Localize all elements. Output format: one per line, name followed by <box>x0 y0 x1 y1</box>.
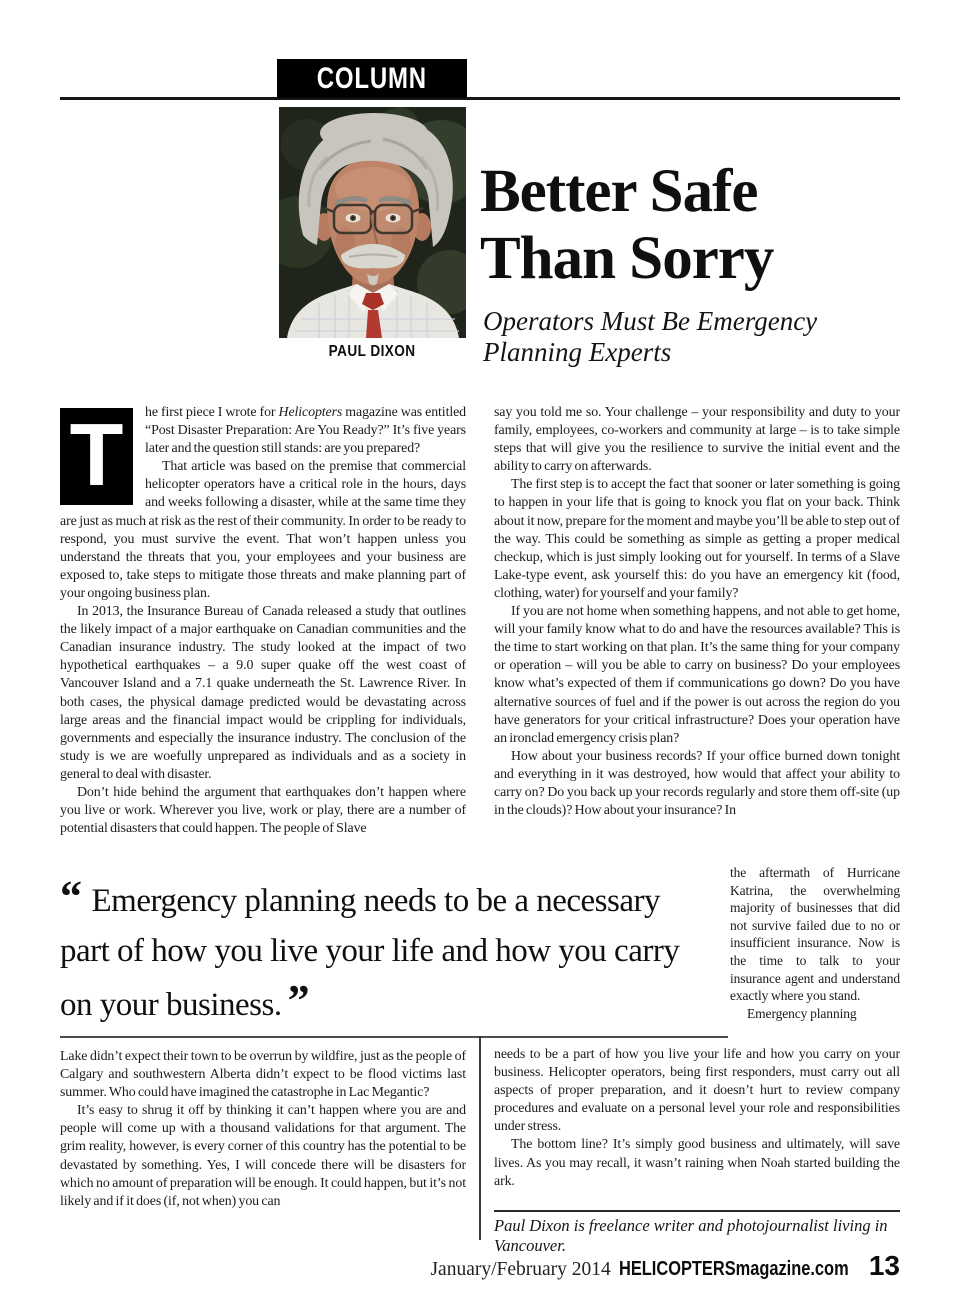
paragraph-2: That article was based on the premise that commercial helicopter operators have a critical role in the hours, days and weeks following a disaster, while at the same time they are just as much at risk as the rest of their community. In order to be ready to respond, you must survive the event. That won’t happen unless you understand the threats that you, your employees and your business are exposed to, take steps to mitigate those threats and make planning part of your ongoing business plan. <box>60 459 466 601</box>
paragraph-10-start: Emergency planning <box>747 1005 857 1021</box>
column-left-top <box>60 404 466 868</box>
paragraph-6: The first step is to accept the fact that sooner or later something is going to happen in your life that is going to knock you flat on your back. Think about it now, prepare for the moment and maybe you’ll be able to step out of the way. This could be something as simple as getting a proper medical checkup, which is just simply looking out for yourself. In terms of a Slave Lake-type event, ask yourself this: do you have an emergency kit (food, clothing, water) for yourself and your family? <box>494 477 900 601</box>
paragraph-9: the aftermath of Hurricane Katrina, the overwhelming majority of businesses that did not survive failed due to no or insufficient insurance. Now is the time to talk to your insurance agent and understand exactly where you stand. <box>730 865 900 1004</box>
magazine-website: HELICOPTERSmagazine.com <box>618 1258 849 1280</box>
close-quote-mark: ” <box>287 976 310 1025</box>
page-number: 13 <box>868 1250 900 1281</box>
paragraph-5: say you told me so. Your challenge – your responsibility and duty to your family, employees, co-workers and community at large – is to take simple steps that will give you the resilience to survive the initial event and the ability to carry on afterwards. <box>494 405 900 475</box>
article-title <box>480 158 910 292</box>
paragraph-7: If you are not home when something happens, and not able to get home, will your family know what to do and have the resources available? This is the time to start working on that plan. It’s the same thing for your company or operation – will you be able to carry on business? Do your employees know what’s expected of them if communications go down? Do you have alternative sources of fuel and if the power is out across the region do you have generators for your critical infrastructure? Does your operation have an ironclad emergency crisis plan? <box>494 604 900 746</box>
author-byline: Paul Dixon is freelance writer and photojournalist living in Vancouver. <box>494 1216 888 1255</box>
paragraph-8: How about your business records? If your office burned down tonight and everything in it was destroyed, how would that affect your ability to carry on? Do you back up your records regularly and store them off-site (up in the clouds)? How about your insurance? In <box>494 748 900 819</box>
column-label: COLUMN <box>316 61 428 95</box>
article-subtitle: Operators Must Be Emergency Planning Experts <box>483 306 818 367</box>
paragraph-11: Lake didn’t expect their town to be overrun by wildfire, just as the people of Calgary and southwestern Alberta didn’t expect to be flood victims last summer. Who could have imagined the catastrophe in Lac Megantic? <box>60 1049 466 1101</box>
article-title-line1: Better Safe <box>480 158 758 225</box>
pull-quote-text: Emergency planning needs to be a necessary part of how you live your life and how you carry on your business. <box>60 883 680 1023</box>
pull-quote-rule <box>60 1036 728 1038</box>
paragraph-10-continued: needs to be a part of how you live your life and how you carry on your business. Helicopter operators, being first responders, must carry out all aspects of proper preparation, and it doesn’t hurt to review company procedures and evaluate on a personal level your role and responsibilities under stress. <box>494 1047 900 1135</box>
paragraph-1: he first piece I wrote for Helicopters magazine was entitled “Post Disaster Preparation: Are You Ready?” It’s five years later and the question still stands: are you prepared? <box>145 405 466 457</box>
column-right-bottom <box>494 1046 900 1206</box>
issue-date: January/February 2014 <box>430 1259 611 1280</box>
column-right-top <box>494 404 900 862</box>
paragraph-12: It’s easy to shrug it off by thinking it can’t happen where you are and people will come up with a thousand validations for that argument. The grim reality, however, is every corner of this country has the potential to be devastated by something. Yes, I will concede there will be disasters for which no amount of preparation will be enough. It could happen, but it’s not likely and if it does (if, not when) you can <box>60 1103 466 1209</box>
paragraph-13: The bottom line? It’s simply good business and ultimately, will save lives. As you may recall, it wasn’t raining when Noah started building the ark. <box>494 1137 900 1189</box>
portrait-illustration <box>279 107 466 338</box>
column-left-bottom <box>60 1048 466 1248</box>
paragraph-4: Don’t hide behind the argument that earthquakes don’t happen where you live or work. Wherever you live, work or play, there are a number of potential disasters that could happen. The people of Slave <box>60 784 466 837</box>
column-divider-rule <box>479 1036 481 1240</box>
column-narrow-wrap <box>730 864 900 1050</box>
pull-quote <box>60 872 710 1030</box>
byline-rule <box>494 1210 900 1212</box>
article-title-line2: Than Sorry <box>480 225 774 292</box>
photo-caption: PAUL DIXON <box>329 343 416 360</box>
drop-cap: T <box>60 408 133 505</box>
magazine-name: Helicopters <box>278 405 343 420</box>
page-footer <box>430 1250 900 1282</box>
author-photo <box>279 107 466 338</box>
header-rule <box>60 97 900 100</box>
paragraph-3: In 2013, the Insurance Bureau of Canada released a study that outlines the likely impact of a major earthquake on Canadian communities and the Canadian insurance industry. The study looked at the impact of two hypothetical earthquakes – a 9.0 super quake off the west coast of Vancouver Island and a 7.1 quake underneath the St. Lawrence River. In both cases, the physical damage predicted would be devastating across large areas and the financial impact would be crippling for individuals, governments and especially the insurance industry. The conclusion of the study is we are woefully unprepared as individuals and as a society in general to deal with disaster. <box>60 604 466 782</box>
column-label-box <box>277 59 467 98</box>
open-quote-mark: “ <box>60 872 82 921</box>
